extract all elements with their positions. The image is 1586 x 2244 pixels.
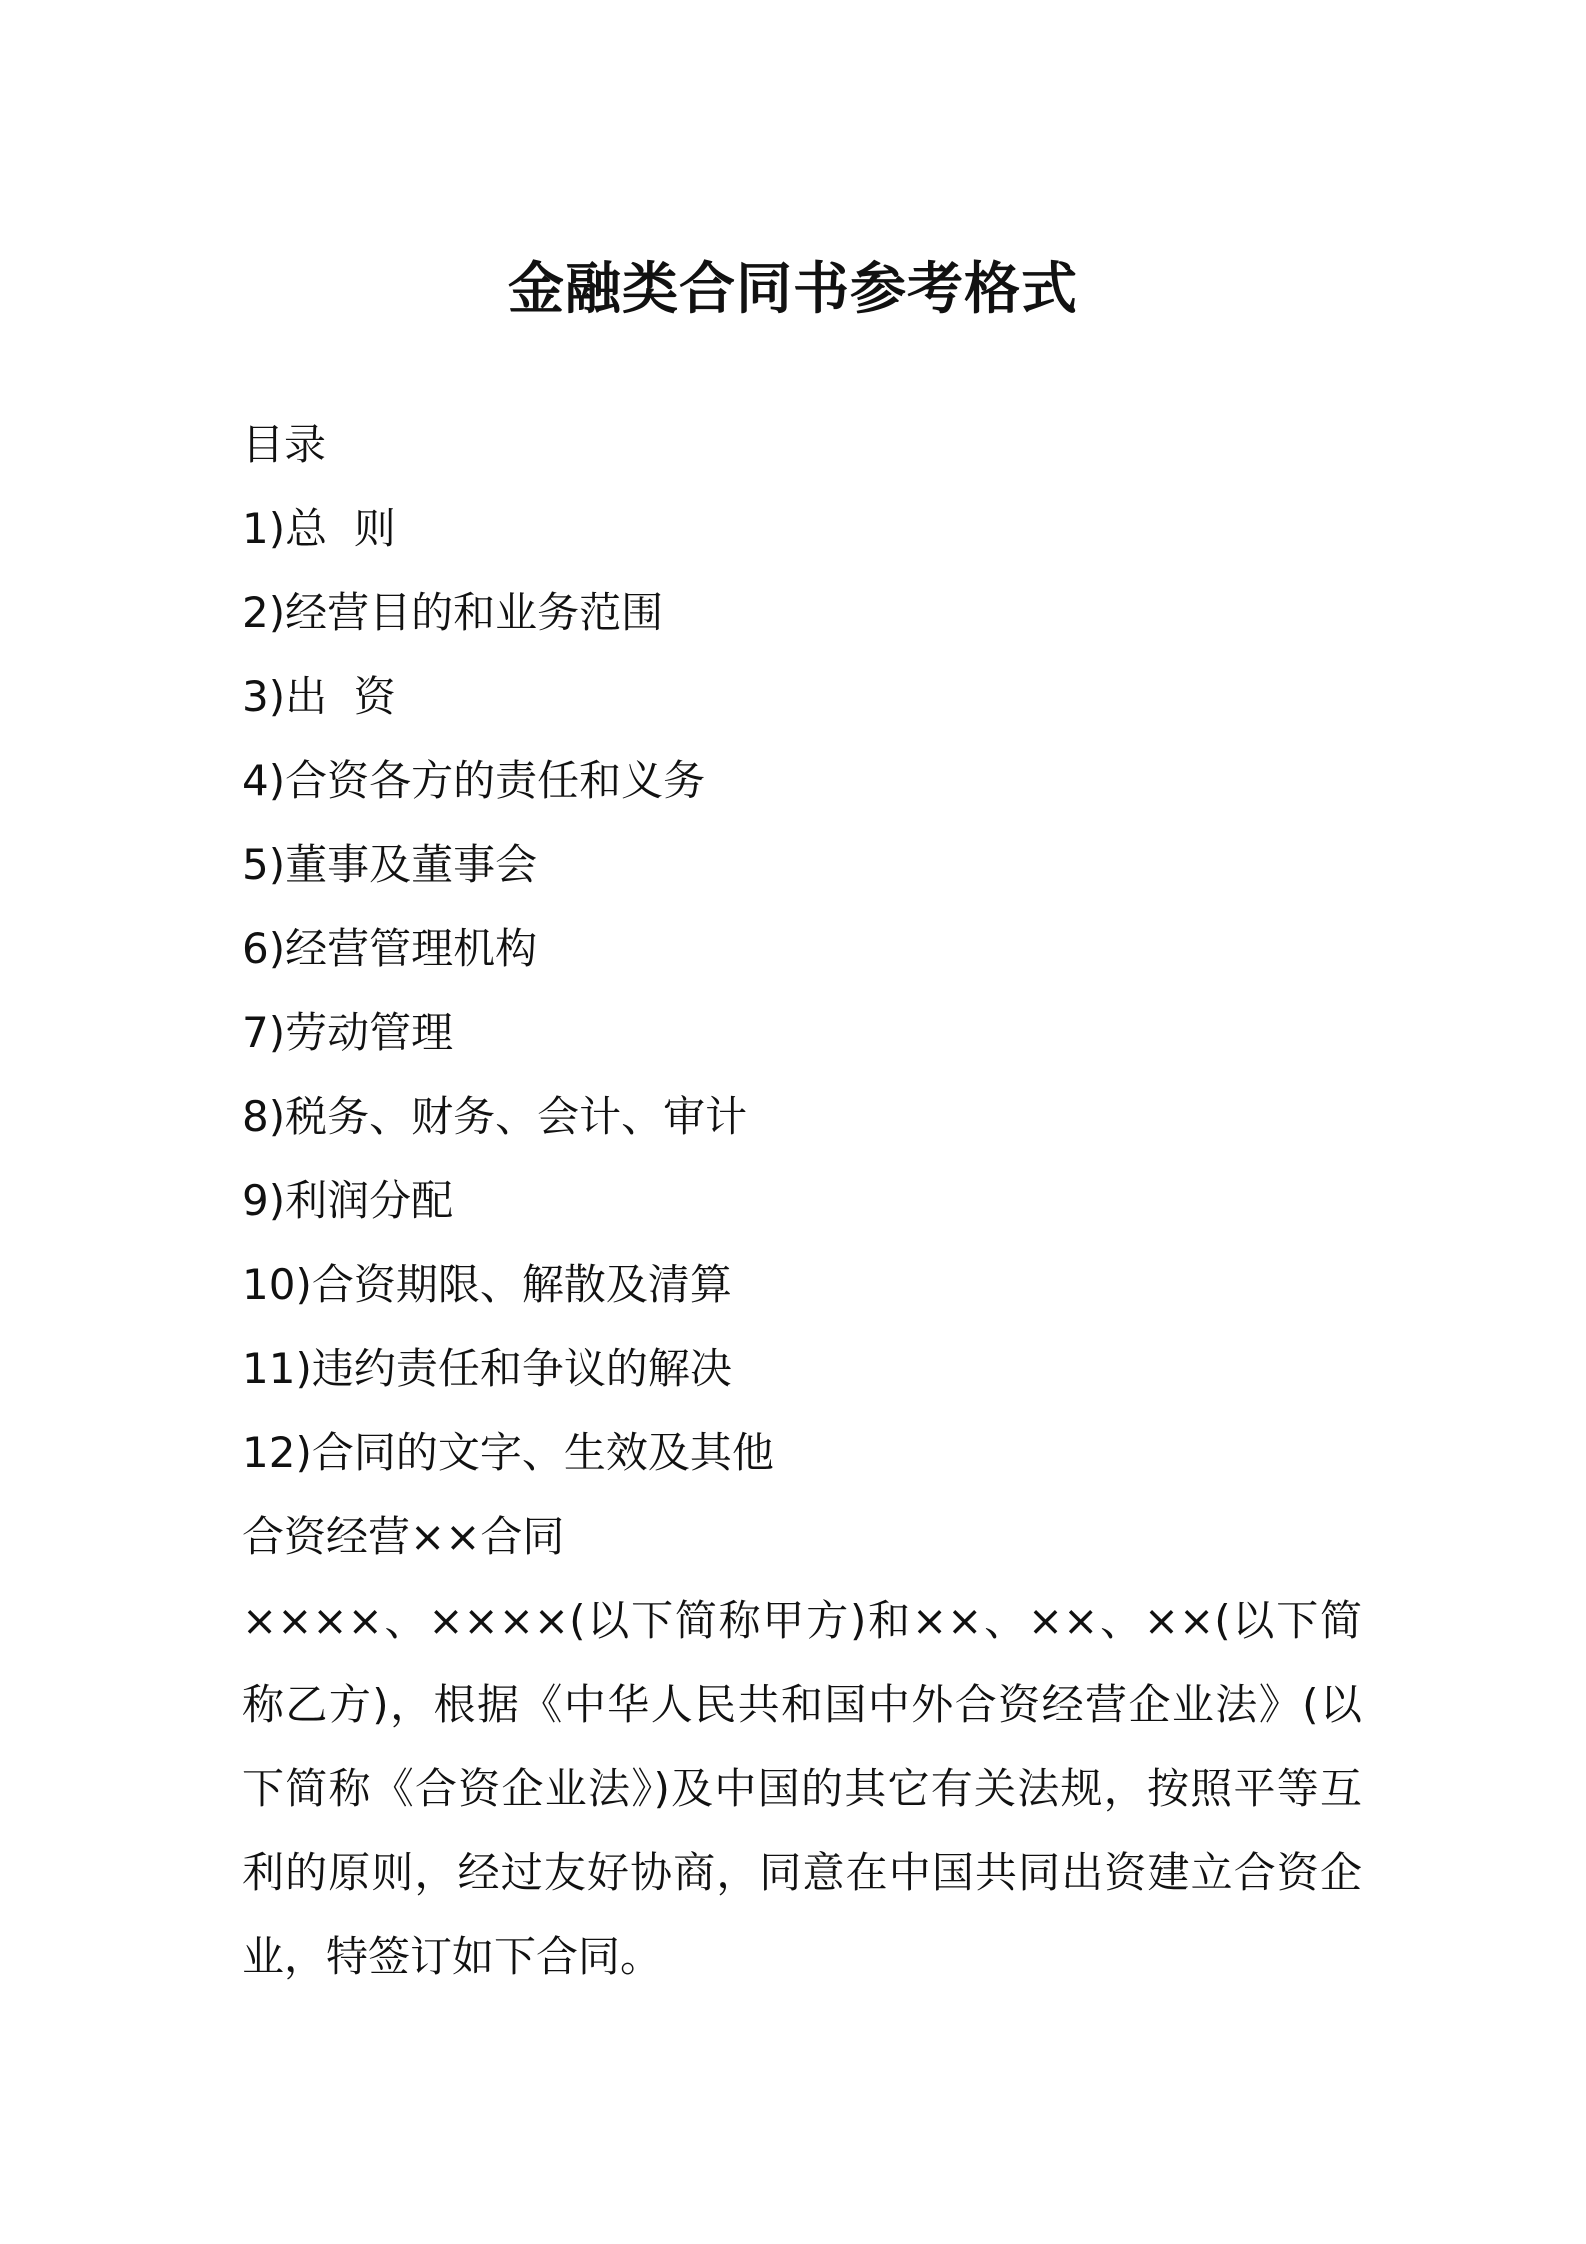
toc-item: 5)董事及董事会 [242, 840, 538, 889]
toc-item: 12)合同的文字、生效及其他 [242, 1428, 774, 1477]
document-body [242, 403, 1362, 1999]
toc-item: 1)总 则 [242, 504, 396, 553]
intro-paragraph: ××××、××××(以下简称甲方)和××、××、××(以下简称乙方)，根据《中华人民共和国中外合资经营企业法》(以下简称《合资企业法》)及中国的其它有关法规，按照平等互利的原则，经过友好协商，同意在中国共同出资建立合资企业，特签订如下合同。 [242, 1596, 1362, 1981]
toc-item: 4)合资各方的责任和义务 [242, 756, 706, 805]
toc-item: 8)税务、财务、会计、审计 [242, 1092, 748, 1141]
table-of-contents [242, 487, 1362, 1495]
toc-item: 3)出 资 [242, 672, 396, 721]
toc-item: 10)合资期限、解散及清算 [242, 1260, 732, 1309]
document-title: 金融类合同书参考格式 [508, 257, 1078, 322]
toc-heading: 目录 [242, 420, 327, 469]
contract-heading: 合资经营××合同 [242, 1512, 565, 1561]
toc-item: 7)劳动管理 [242, 1008, 454, 1057]
toc-item: 11)违约责任和争议的解决 [242, 1344, 732, 1393]
toc-item: 2)经营目的和业务范围 [242, 588, 664, 637]
toc-item: 9)利润分配 [242, 1176, 454, 1225]
toc-item: 6)经营管理机构 [242, 924, 538, 973]
